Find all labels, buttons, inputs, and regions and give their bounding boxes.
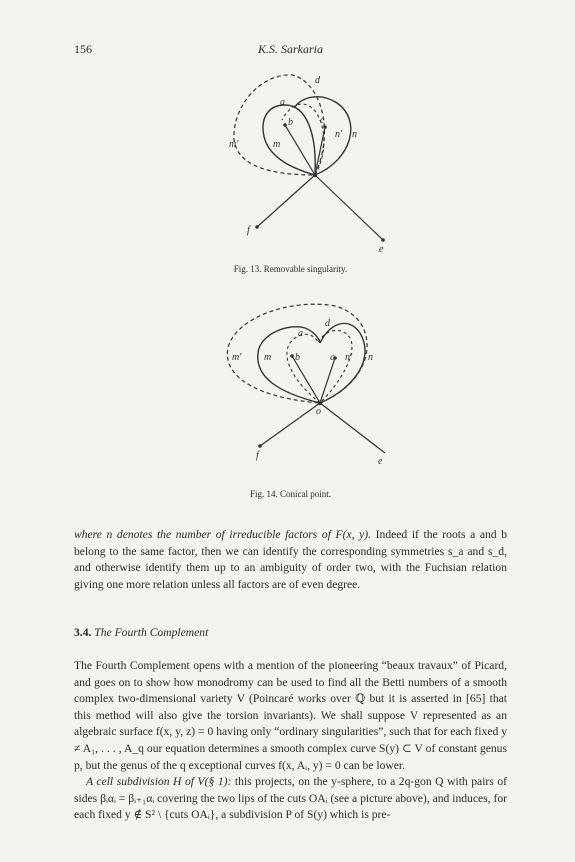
- label-e: e: [379, 244, 384, 255]
- heart-solid-right: [320, 323, 365, 403]
- point-b: [283, 123, 287, 127]
- label-n: n: [352, 129, 357, 140]
- label-m: m: [273, 139, 281, 150]
- label-o: o: [316, 406, 321, 417]
- line-to-e: [315, 175, 383, 240]
- point-o: [318, 401, 322, 405]
- label-b: b: [295, 352, 300, 363]
- page-header: [74, 42, 507, 58]
- label-d: d: [315, 75, 320, 86]
- point-o: [313, 173, 317, 177]
- paragraph-fourth-complement: [74, 658, 507, 824]
- paragraph-cell-subdivision: [74, 774, 507, 824]
- section-title: The Fourth Complement: [94, 626, 209, 639]
- paragraph-rest: this projects, on the y-sphere, to a 2q-gon Q with pairs of sides βᵢαᵢ = βᵢ₊₁αᵢ covering the two lips of the cuts OAᵢ (see a picture above), and induces, for each fixed y ∉ S² \ {cuts OAᵢ}, a subdivision P of S(y) which is pre-: [74, 775, 507, 822]
- line-to-e: [320, 403, 385, 453]
- point-e: [381, 238, 385, 242]
- label-n-prime: n': [345, 352, 353, 363]
- figure-14-caption: Fig. 14. Conical point.: [250, 489, 331, 499]
- paragraph-lead-italic: A cell subdivision H of V(§ 1):: [86, 775, 232, 789]
- label-n-prime: n': [335, 129, 343, 140]
- label-a: a: [280, 97, 285, 108]
- section-number: 3.4.: [74, 626, 92, 639]
- paragraph-text: The Fourth Complement opens with a mention of the pioneering “beaux travaux” of Picard, and goes on to show how monodromy can be used to find all the Betti numbers of a smooth complex two-dimensional variety V (Poincaré works over ℚ but it is asserted in [65] that this method will also give the torsion invariants). We shall suppose V represented as an algebraic surface f(x, y, z) = 0 having only “ordinary singularities”, such that for each fixed y ≠ A₁, . . . , A_q our equation determines a smooth complex curve S(y) ⊂ V of constant genus p, but the genus of the q exceptional curves f(x, Aᵢ, y) = 0 can be lower.: [74, 659, 507, 772]
- paragraph-irreducible-factors: [74, 527, 507, 593]
- label-a: a: [298, 328, 303, 339]
- inner-dashed-heart: [287, 330, 352, 403]
- inner-solid-loop: [263, 105, 315, 175]
- label-n: n: [368, 352, 373, 363]
- outer-dashed-loop: [234, 75, 325, 175]
- page-number: 156: [74, 42, 92, 56]
- label-m-prime: m': [232, 352, 242, 363]
- running-head: K.S. Sarkaria: [257, 42, 323, 56]
- label-c: c: [320, 115, 325, 126]
- paragraph-lead-italic: where n denotes the number of irreducible factors of F(x, y).: [74, 528, 372, 541]
- label-b: b: [288, 117, 293, 128]
- line-to-b: [285, 125, 315, 175]
- point-b: [290, 354, 294, 358]
- line-to-f: [260, 403, 320, 446]
- figure-14-diagram: [180, 298, 390, 473]
- figure-13-diagram: [187, 65, 387, 260]
- section-heading: [74, 626, 507, 639]
- label-d: d: [325, 318, 330, 329]
- figure-13-caption: Fig. 13. Removable singularity.: [233, 264, 348, 274]
- label-f: f: [247, 225, 250, 236]
- label-m-prime: m': [229, 139, 239, 150]
- label-c: c: [330, 352, 335, 363]
- point-f: [255, 225, 259, 229]
- paragraph-rest: Indeed if the roots a and b belong to the same factor, then we can identify the corresponding symmetries s_a and s_d, and otherwise identify them up to an ambiguity of order two, with the Fuchsian relation giving one more relation unless all factors are of even degree.: [74, 528, 507, 591]
- label-f: f: [256, 450, 259, 461]
- point-f: [258, 444, 262, 448]
- label-m: m: [264, 352, 272, 363]
- label-e: e: [378, 456, 383, 467]
- line-to-f: [257, 175, 315, 227]
